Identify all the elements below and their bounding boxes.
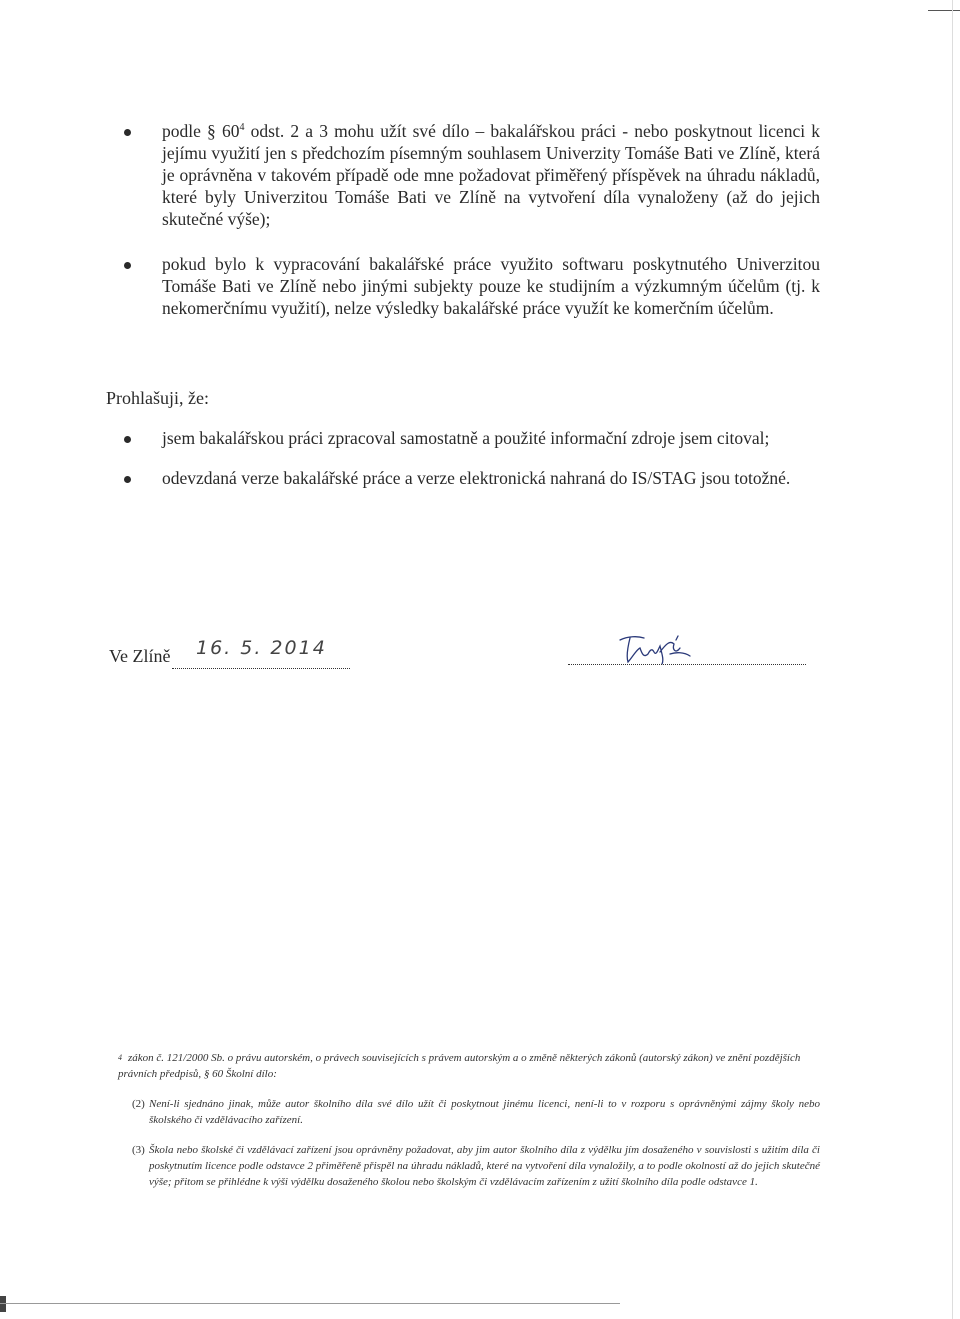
list-item	[120, 120, 820, 230]
footnote-item-text: Škola nebo školské či vzdělávací zařízení jsou oprávněny požadovat, aby jim autor školního díla z výdělku jím dosaženého v souvislosti s užitím díla či poskytnutím licence podle odstavce 2 přiměřeně přispěl na úhradu nákladů, které na vytvoření díla vynaložily, a to podle okolností až do jejich skutečné výše; přitom se přihlédne k výši výdělku dosaženého školou nebo školským či vzdělávacím zařízením z užití školního díla podle odstavce 1.	[149, 1144, 820, 1188]
footnote-item	[118, 1142, 820, 1190]
footnote-marker: 4	[118, 1053, 122, 1062]
declaration-list	[120, 427, 820, 489]
footnote-item-number: (3)	[132, 1144, 145, 1156]
scan-edge-mark	[952, 0, 953, 1319]
footnote-intro	[118, 1050, 820, 1082]
scan-edge-mark	[0, 1303, 620, 1304]
scan-edge-mark	[0, 1296, 6, 1312]
list-item	[120, 253, 820, 319]
place-label: Ve Zlíně	[109, 646, 171, 666]
bullet-icon	[124, 476, 131, 483]
declaration-heading: Prohlašuji, že:	[106, 388, 209, 408]
item-text: jsem bakalářskou práci zpracoval samostatně a použité informační zdroje jsem citoval;	[162, 428, 770, 448]
footnote-separator	[116, 1040, 416, 1041]
handwritten-date: 16. 5. 2014	[196, 637, 327, 659]
footnote-item-text: Není-li sjednáno jinak, může autor školního díla své dílo užít či poskytnout jinému licenci, není-li to v rozporu s oprávněnými zájmy školy nebo školského či vzdělávacího zařízení.	[149, 1098, 820, 1126]
bullet-icon	[124, 436, 131, 443]
footnote-ref: 4	[239, 122, 245, 134]
footnote-item-number: (2)	[132, 1098, 145, 1110]
footnotes	[118, 1050, 820, 1204]
footnote-item	[118, 1096, 820, 1128]
item-text: odevzdaná verze bakalářské práce a verze elektronická nahraná do IS/STAG jsou totožné.	[162, 468, 791, 488]
footnote-intro-text: zákon č. 121/2000 Sb. o právu autorském, o právech souvisejících s právem autorským a o změně některých zákonů (autorský zákon) ve znění pozdějších právních předpisů, § 60 Školní dílo:	[118, 1052, 801, 1080]
item-text: pokud bylo k vypracování bakalářské práce využito softwaru poskytnutého Univerzitou Tomáše Bati ve Zlíně nebo jinými subjekty pouze ke studijním a výzkumným účelům (tj. k nekomerčnímu využití), nelze výsledky bakalářské práce využít ke komerčním účelům.	[162, 254, 820, 318]
license-conditions-list	[120, 120, 820, 319]
date-dotted-line	[172, 668, 350, 669]
list-item	[120, 467, 820, 489]
scan-edge-mark	[928, 0, 960, 11]
signature-dotted-line	[568, 664, 806, 665]
item-text: podle § 60	[162, 121, 240, 141]
list-item	[120, 427, 820, 449]
item-text: odst. 2 a 3 mohu užít své dílo – bakalářskou práci - nebo poskytnout licenci k jejímu využití jen s předchozím písemným souhlasem Univerzity Tomáše Bati ve Zlíně, která je oprávněna v takovém případě ode mne požadovat přiměřený příspěvek na úhradu nákladů, které byly Univerzitou Tomáše Bati ve Zlíně na vytvoření díla vynaloženy (až do jejich skutečné výše);	[162, 121, 820, 229]
bullet-icon	[124, 129, 131, 136]
bullet-icon	[124, 262, 131, 269]
